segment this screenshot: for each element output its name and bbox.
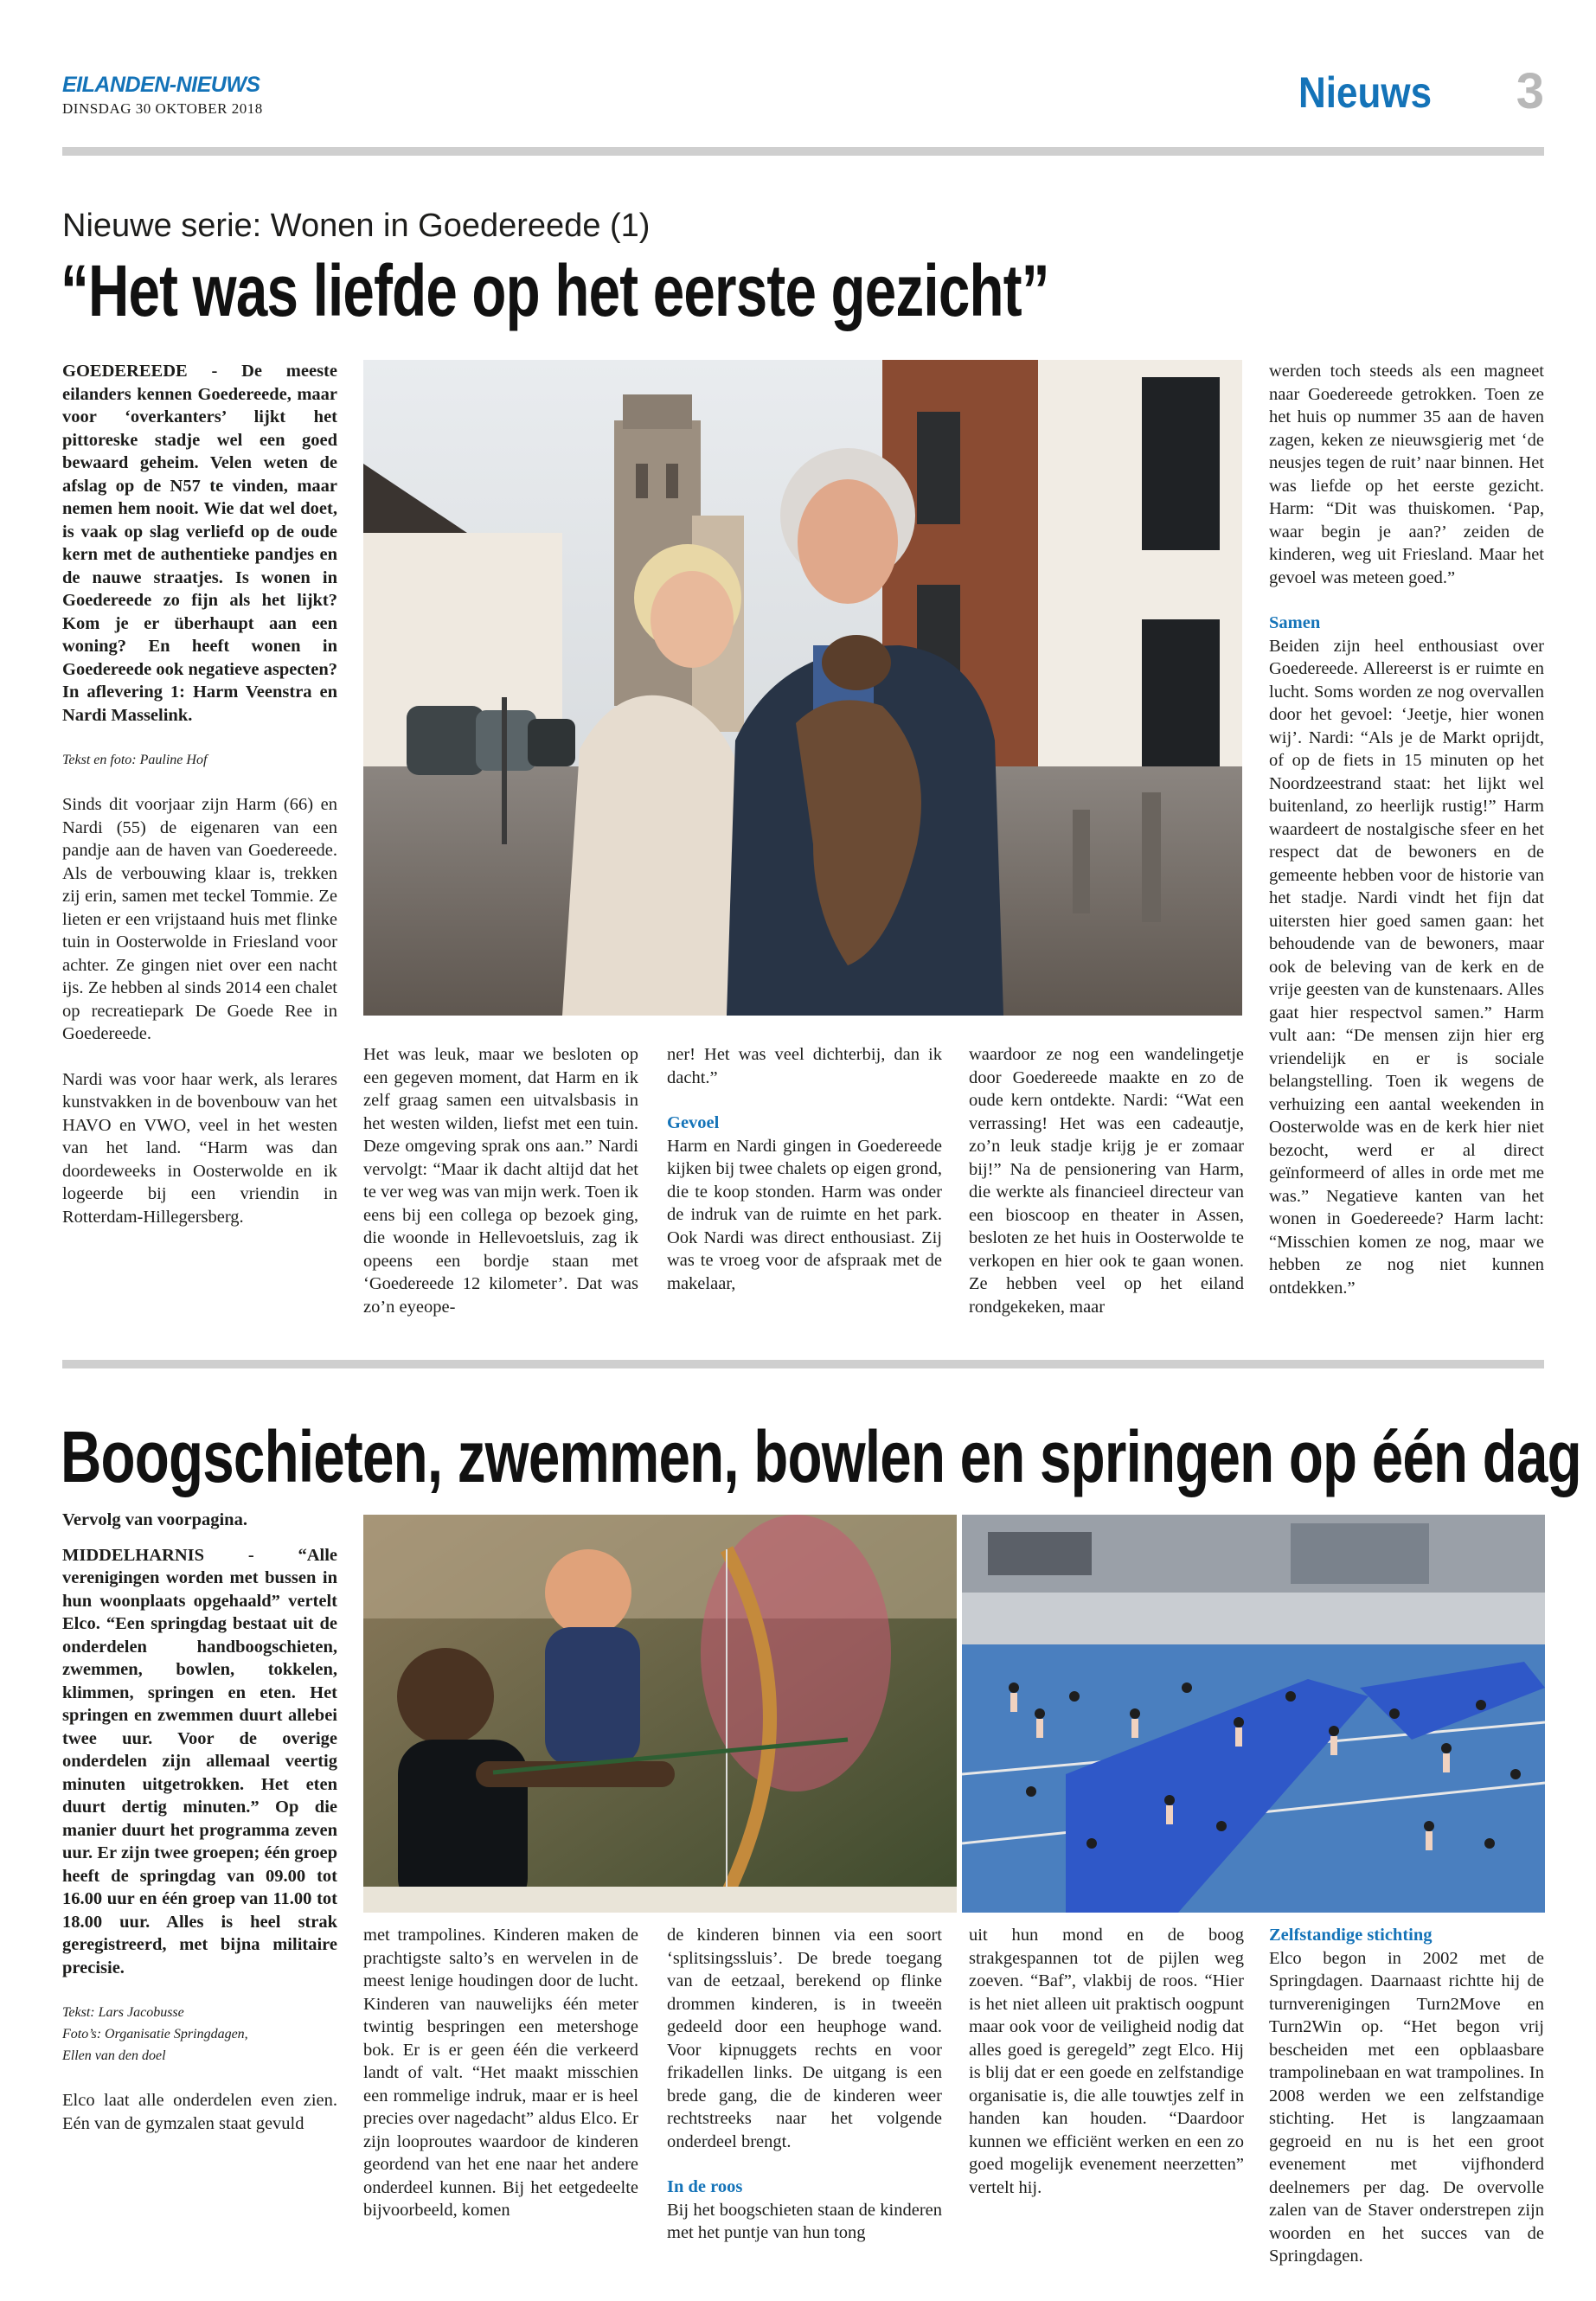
article2-column-5 xyxy=(1269,1924,1544,2268)
article2-paragraph: uit hun mond en de boog strakgespannen tot de pijlen weg zoeven. “Baf”, vlakbij de roos. “Hier is het niet alleen uit praktisch oogpunt maar ook voor de veiligheid nodig dat alles goed is geregeld” zegt Elco. Hij is blij dat er een goede en zelfstandige organisatie is, die alle touwtjes zelf in handen kan houden. “Daardoor kunnen we efficiënt werken en een zo goed mogelijk evenement neerzetten” vertelt hij. xyxy=(969,1926,1244,2197)
article2-continued: Vervolg van voorpagina. xyxy=(62,1510,247,1529)
article2-column-1 xyxy=(62,1509,337,2135)
article1-subhead-gevoel: Gevoel xyxy=(667,1113,720,1132)
article2-credit-photo: Ellen van den doel xyxy=(62,2048,166,2063)
article1-paragraph: waardoor ze nog een wandelingetje door Goedereede maakte en zo de oude kern ontdekte. Nardi: “Wat een verrassing! Het was een cadeautje, zo’n leuk stadje krijg je er zomaar bij!” Na de pensionering van Harm, die werkte als financieel directeur van een bioscoop en theater in Assen, besloten ze het huis in Oosterwolde te verkopen en hier ook te gaan wonen. Ze hebben veel op het eiland rondgekeken, maar xyxy=(969,1045,1244,1317)
article1-column-4 xyxy=(969,1043,1244,1318)
article2-paragraph: Elco laat alle onderdelen even zien. Eén van de gymzalen staat gevuld xyxy=(62,2091,337,2133)
article1-paragraph: werden toch steeds als een magneet naar Goedereede getrokken. Toen ze het huis op nummer 35 aan de haven zagen, keken ze nieuwsgierig met ‘de neusjes tegen de ruit’ naar binnen. Het was liefde op het eerste gezicht. Harm: “Dit was thuiskomen. ‘Pap, waar begin je aan?’ zeiden de kinderen, weg uit Friesland. Maar het gevoel was meteen goed.” xyxy=(1269,362,1544,587)
couple-photo xyxy=(363,360,1242,1016)
article1-paragraph: Het was leuk, maar we besloten op een gegeven moment, dat Harm en ik zelf graag samen een uitvalsbasis in het westen wilden, liefst met een tuin. Deze omgeving sprak ons aan.” Nardi vervolgt: “Maar ik dacht altijd dat het te ver weg was van mijn werk. Toen ik eens bij een collega op bezoek ging, die woonde in Hellevoetsluis, zag ik opeens een bordje staan met ‘Goedereede 12 kilometer’. Dat was zo’n eyeope- xyxy=(363,1045,638,1317)
article1-paragraph: ner! Het was veel dichterbij, dan ik dacht.” xyxy=(667,1045,942,1087)
article1-column-2 xyxy=(363,1043,638,1318)
section-title: Nieuws xyxy=(1298,68,1432,117)
article1-credit: Tekst en foto: Pauline Hof xyxy=(62,753,208,767)
article1-column-3 xyxy=(667,1043,942,1295)
article2-column-2 xyxy=(363,1924,638,2222)
article1-lead: GOEDEREEDE - De meeste eilanders kennen Goedereede, maar voor ‘overkanters’ lijkt het pittoreske stadje wel een goed bewaard geheim. Velen weten de afslag op de N57 te vinden, maar nemen hem nooit. Wie dat wel doet, is vaak op slag verliefd op de oude kern met de authentieke pandjes en de nauwe straatjes. Is wonen in Goedereede zo fijn als het lijkt? Kom je er überhaupt aan een woning? En heeft wonen in Goedereede ook negatieve aspecten? In aflevering 1: Harm Veenstra en Nardi Masselink. xyxy=(62,362,337,725)
header-divider xyxy=(62,147,1544,156)
article2-credit-text: Tekst: Lars Jacobusse xyxy=(62,2005,184,2020)
article2-paragraph: de kinderen binnen via een soort ‘splitsingssluis’. De brede toegang van de eetzaal, berekend op flinke drommen kinderen, is in tweeën gedeeld door een heuphoge wand. Voor kipnuggets rechts en voor frikadellen links. De uitgang is een brede gang, die de kinderen weer rechtstreeks naar het volgende onderdeel brengt. xyxy=(667,1926,942,2151)
trampoline-hall-photo xyxy=(962,1515,1545,1913)
article1-paragraph: Nardi was voor haar werk, als lerares kunstvakken in de bovenbouw van het HAVO en VWO, veel in het westen van het land. “Harm was dan doordeweeks in Oosterwolde en ik logeerde bij een vriendin in Rotterdam-Hillegersberg. xyxy=(62,1069,337,1227)
article2-subhead-in-de-roos: In de roos xyxy=(667,2177,743,2196)
article1-paragraph: Sinds dit voorjaar zijn Harm (66) en Nardi (55) de eigenaren van een pandje aan de haven van Goedereede. Als de verbouwing klaar is, trekken zij erin, samen met teckel Tommie. Ze lieten er een vrijstaand huis met flinke tuin in Oosterwolde in Friesland voor achter. Ze gingen niet over een nacht ijs. Ze hebben al sinds 2014 een chalet op recreatiepark De Goede Ree in Goedereede. xyxy=(62,795,337,1043)
trampoline-hall-illustration xyxy=(962,1515,1545,1913)
article1-paragraph: Beiden zijn heel enthousiast over Goedereede. Allereerst is er ruimte en lucht. Soms worden ze nog overvallen door het gevoel: ‘Jeetje, hier wonen wij’. Nardi: “Als je de Markt oprijdt, of op de fiets in 15 minuten op het Noordzeestrand staat: het lijkt wel buitenland, zo heerlijk rustig!” Harm waardeert de nostalgische sfeer en het respect dat de bewoners en de gemeente hebben voor de historie van het stadje. Nardi vindt het fijn dat uitersten hier goed samen gaan: het behoudende van de bewoners, maar ook de beleving van de kerk en de vrije geesten van de kunstenaars. Alles gaat hier respectvol samen.” Harm vult aan: “De mensen zijn hier erg vriendelijk en er is sociale belangstelling. Toen ik wegens de verhuizing een aantal weekenden in Oosterwolde was en de kerk hier niet bezocht, werd er al direct geïnformeerd of alles in orde met me was.” Negatieve kanten van het wonen in Goedereede? Harm lacht: “Misschien komen ze nog, maar we hebben ze nog niet kunnen ontdekken.” xyxy=(1269,636,1544,1298)
masthead-logo: EILANDEN-NIEUWS xyxy=(62,73,260,97)
article-divider xyxy=(62,1360,1544,1368)
page-number: 3 xyxy=(1516,63,1544,119)
archery-photo xyxy=(363,1515,957,1913)
article2-paragraph: met trampolines. Kinderen maken de prachtigste salto’s en wervelen in de meest lenige houdingen door de lucht. Kinderen van nauwelijks één meter twintig bespringen een metershoge bok. Er is er geen één die verkeerd landt of valt. “Het maakt misschien een rommelige indruk, maar er is heel precies over nagedacht” aldus Elco. Er zijn looproutes waardoor de kinderen geordend van het ene naar het andere onderdeel kunnen. Bij het eetgedeelte bijvoorbeeld, komen xyxy=(363,1926,638,2220)
article2-paragraph: Bij het boogschieten staan de kinderen met het puntje van hun tong xyxy=(667,2200,942,2242)
article1-paragraph: Harm en Nardi gingen in Goedereede kijken bij twee chalets op eigen grond, die te koop stonden. Harm was onder de indruk van de ruimte en het park. Ook Nardi was direct enthousiast. Zij was te vroeg voor de afspraak met de makelaar, xyxy=(667,1136,942,1293)
issue-date: DINSDAG 30 OKTOBER 2018 xyxy=(62,100,263,117)
article1-column-1 xyxy=(62,360,337,1228)
article2-paragraph: Elco begon in 2002 met de Springdagen. Daarnaast richtte hij de turnverenigingen Turn2Move en Turn2Win op. “Het begon vrij bescheiden met een opblaasbare trampolinebaan en wat trampolines. In 2008 werden we een zelfstandige stichting. Het is langzaamaan gegroeid en nu is het een groot evenement met vijfhonderd deelnemers per dag. De overvolle zalen van de Staver onderstrepen zijn woorden en het succes van de Springdagen. xyxy=(1269,1948,1544,2266)
article2-subhead-stichting: Zelfstandige stichting xyxy=(1269,1926,1433,1945)
article2-column-4 xyxy=(969,1924,1244,2199)
article1-kicker: Nieuwe serie: Wonen in Goedereede (1) xyxy=(62,208,651,244)
article2-column-3 xyxy=(667,1924,942,2245)
article1-subhead-samen: Samen xyxy=(1269,613,1321,632)
article2-lead: MIDDELHARNIS - “Alle verenigingen worden met bussen in hun woonplaats opgehaald” vertelt Elco. “Een springdag bestaat uit de onderdelen handboogschieten, zwemmen, bowlen, tokkelen, klimmen, springen en eten. Het springen en zwemmen duurt allebei twee uur. Voor de overige onderdelen zijn allemaal veertig minuten uitgetrokken. Het eten duurt dertig minuten.” Op die manier duurt het programma zeven uur. Er zijn twee groepen; één groep heeft de springdag van 09.00 tot 16.00 uur en één groep van 11.00 tot 18.00 uur. Alles is heel strak geregistreerd, met bijna militaire precisie. xyxy=(62,1545,337,1977)
article1-headline: “Het was liefde op het eerste gezicht” xyxy=(61,250,1049,331)
article2-headline: Boogschieten, zwemmen, bowlen en springen op één dag xyxy=(61,1416,1581,1497)
article2-credit-photo: Foto’s: Organisatie Springdagen, xyxy=(62,2027,248,2041)
archery-photo-illustration xyxy=(363,1515,957,1913)
couple-photo-illustration xyxy=(363,360,1242,1016)
article1-column-5 xyxy=(1269,360,1544,1299)
